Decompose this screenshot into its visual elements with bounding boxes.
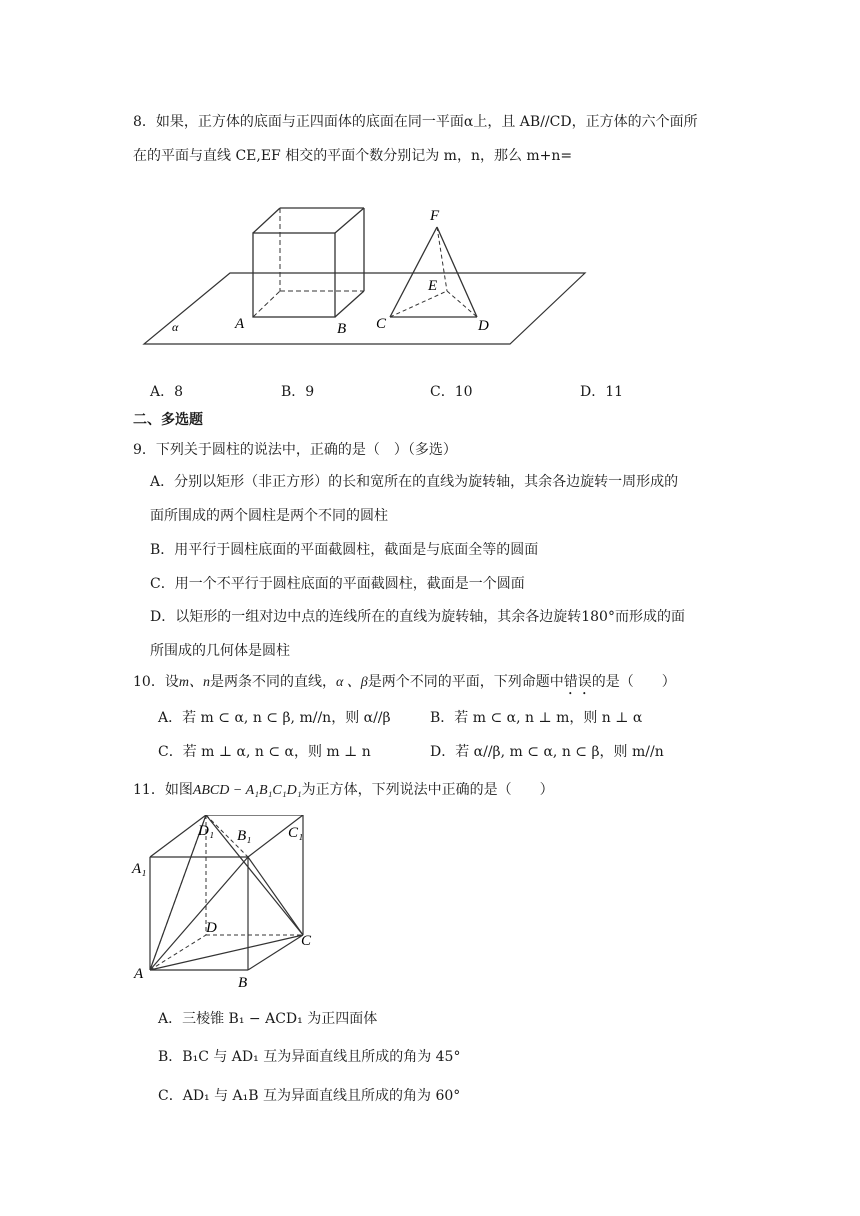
q9-option-a-line1: A．分别以矩形（非正方形）的长和宽所在的直线为旋转轴，其余各边旋转一周形成的 (150, 474, 679, 490)
q11-stem (133, 780, 554, 801)
q10-stem-mid2: 是两个不同的平面，下列命题中 (367, 674, 564, 690)
q10-stem-emphasis: 错误 (563, 674, 592, 690)
label-A1: A₁ (132, 861, 147, 877)
q8-option-a: A．8 (150, 384, 184, 400)
q10-stem-prefix: 10．设 (133, 674, 179, 690)
label-B: B (337, 321, 347, 337)
q8-stem-line2: 在的平面与直线 CE,EF 相交的平面个数分别记为 m，n，那么 m+n= (133, 148, 573, 164)
q10-stem-mn: m、n (178, 675, 210, 690)
q10-stem-mid: 是两条不同的直线， (209, 674, 336, 690)
q11-option-c: C．AD₁ 与 A₁B 互为异面直线且所成的角为 60° (158, 1088, 461, 1104)
label-C1: C₁ (288, 825, 304, 841)
q9-stem: 9．下列关于圆柱的说法中，正确的是（ ）（多选） (133, 442, 457, 458)
label-C: C (301, 933, 312, 949)
q11-cube-figure (128, 815, 328, 995)
label-B1: B₁ (237, 828, 252, 844)
label-A: A (235, 316, 245, 332)
label-F: F (430, 208, 440, 224)
label-B: B (238, 975, 248, 991)
q10-option-c: C．若 m ⊥ α, n ⊂ α，则 m ⊥ n (158, 744, 371, 760)
q9-option-b: B．用平行于圆柱底面的平面截圆柱，截面是与底面全等的圆面 (150, 542, 539, 558)
q8-option-c: C．10 (430, 384, 473, 400)
q9-option-a-line2: 面所围成的两个圆柱是两个不同的圆柱 (150, 508, 388, 524)
section-title: 二、多选题 (133, 412, 203, 428)
label-D: D (478, 318, 489, 334)
q11-option-b: B．B₁C 与 AD₁ 互为异面直线且所成的角为 45° (158, 1049, 461, 1065)
q8-option-b: B．9 (281, 384, 315, 400)
q9-option-d-line2: 所围成的几何体是圆柱 (150, 643, 290, 659)
label-A: A (134, 966, 144, 982)
q10-stem-end: 的是（ ） (591, 674, 676, 690)
q10-stem-ab: α 、β (335, 675, 368, 690)
q11-stem-math: ABCD − A₁B₁C₁D₁ (192, 783, 302, 798)
q8-option-d: D．11 (580, 384, 624, 400)
label-D1: D₁ (198, 823, 215, 839)
q10-option-b: B．若 m ⊂ α, n ⊥ m，则 n ⊥ α (430, 710, 643, 726)
q10-option-d: D．若 α//β, m ⊂ α, n ⊂ β，则 m//n (430, 744, 664, 760)
q9-option-d-line1: D．以矩形的一组对边中点的连线所在的直线为旋转轴，其余各边旋转180°而形成的面 (150, 609, 685, 625)
label-D: D (206, 920, 217, 936)
q11-stem-end: 为正方体，下列说法中正确的是（ ） (301, 782, 554, 798)
label-alpha: α (172, 320, 179, 334)
q8-figure (140, 200, 600, 350)
q11-option-a: A．三棱锥 B₁ − ACD₁ 为正四面体 (158, 1011, 378, 1027)
q10-stem (133, 672, 676, 698)
q9-option-c: C．用一个不平行于圆柱底面的平面截圆柱，截面是一个圆面 (150, 576, 525, 592)
label-C: C (376, 316, 387, 332)
label-E: E (428, 278, 438, 294)
q8-stem-line1: 8．如果，正方体的底面与正四面体的底面在同一平面α上，且 AB//CD，正方体的六个面所 (133, 114, 698, 130)
cube-front-face (253, 233, 335, 317)
q10-option-a: A．若 m ⊂ α, n ⊂ β, m//n，则 α//β (158, 710, 391, 726)
q11-stem-prefix: 11．如图 (133, 782, 193, 798)
